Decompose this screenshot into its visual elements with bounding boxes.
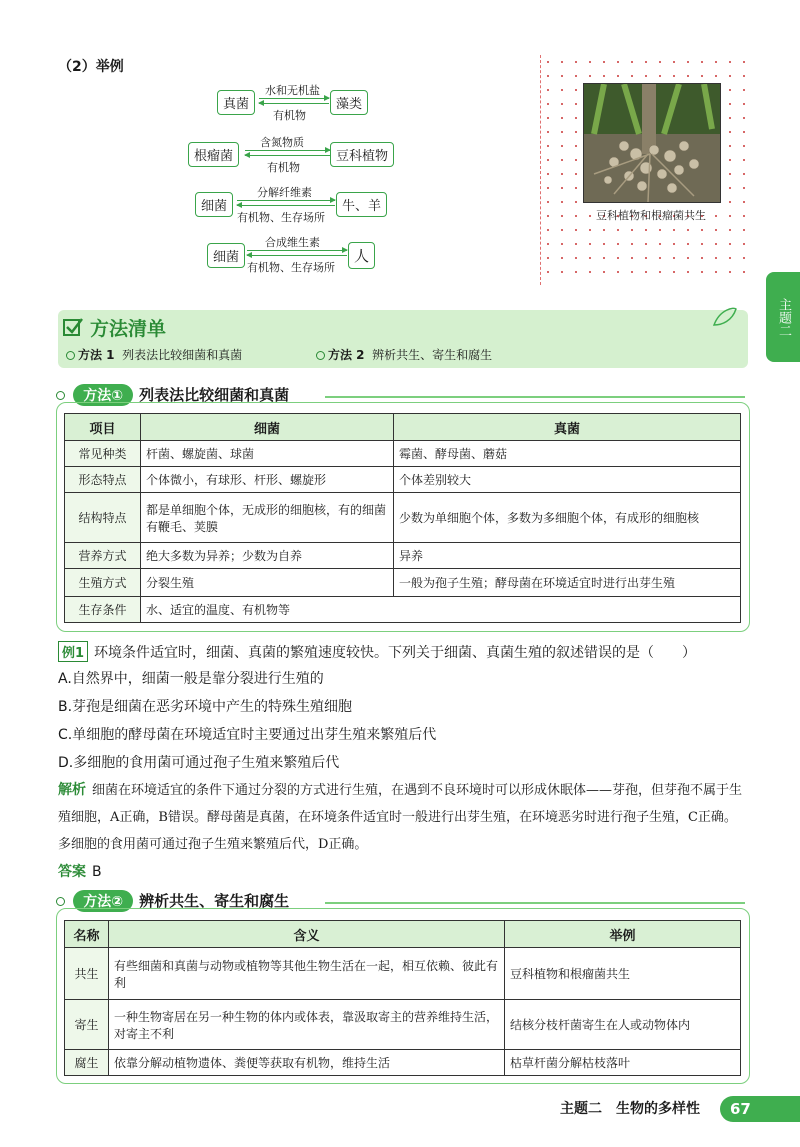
table-cell: 一种生物寄居在另一种生物的体内或体表，靠汲取寄主的营养维持生活，对寄主不利 xyxy=(109,1000,505,1050)
arrow-left xyxy=(237,205,335,206)
table-cell: 豆科植物和根瘤菌共生 xyxy=(505,948,741,1000)
photo-caption: 豆科植物和根瘤菌共生 xyxy=(596,209,706,222)
table-row xyxy=(65,441,741,467)
table-cell: 个体微小，有球形、杆形、螺旋形 xyxy=(141,467,394,493)
answer-line xyxy=(58,861,102,881)
analysis-text: 细菌在环境适宜的条件下通过分裂的方式进行生殖，在遇到不良环境时可以形成休眠体——芽孢，但芽孢不属于生殖细胞，A正确，B错误。酵母菌是真菌，在环境条件适宜时一般进行出芽生殖，在环境恶劣时进行孢子生殖，C正确。多细胞的食用菌可通过孢子生殖来繁殖后代，D正确。 xyxy=(58,783,743,852)
diagram-label-bottom: 有机物 xyxy=(267,161,300,174)
option-c: C.单细胞的酵母菌在环境适宜时主要通过出芽生殖来繁殖后代 xyxy=(58,727,437,743)
diagram-label-bottom: 有机物、生存场所 xyxy=(247,261,335,274)
table-cell: 少数为单细胞个体，多数为多细胞个体，有成形的细胞核 xyxy=(394,493,741,543)
example-tag: 例1 xyxy=(58,641,88,662)
relationship-table xyxy=(64,920,741,1076)
analysis-block xyxy=(58,777,748,858)
example-stem xyxy=(58,641,748,662)
table-row xyxy=(65,948,741,1000)
table-cell: 霉菌、酵母菌、蘑菇 xyxy=(394,441,741,467)
table-row xyxy=(65,493,741,543)
symbiosis-diagram xyxy=(185,80,405,280)
table-row xyxy=(65,1000,741,1050)
diagram-label-bottom: 有机物 xyxy=(273,109,306,122)
method-tag: 方法① xyxy=(73,384,133,406)
table-cell: 一般为孢子生殖；酵母菌在环境适宜时进行出芽生殖 xyxy=(394,569,741,597)
bullet-icon xyxy=(316,351,325,360)
root-nodule-photo xyxy=(583,83,721,203)
example-stem-text: 环境条件适宜时，细菌、真菌的繁殖速度较快。下列关于细菌、真菌生殖的叙述错误的是（ ） xyxy=(94,645,697,661)
bullet-icon xyxy=(56,897,65,906)
row-header: 常见种类 xyxy=(65,441,141,467)
table-cell: 结核分枝杆菌寄生在人或动物体内 xyxy=(505,1000,741,1050)
diagram-box-right: 藻类 xyxy=(330,90,368,115)
table-cell: 个体差别较大 xyxy=(394,467,741,493)
row-header: 腐生 xyxy=(65,1050,109,1076)
table-cell: 异养 xyxy=(394,543,741,569)
table-header-row xyxy=(65,921,741,948)
table-cell: 绝大多数为异养；少数为自养 xyxy=(141,543,394,569)
banner-item-tag: 方法 2 xyxy=(328,348,365,362)
table-header: 名称 xyxy=(65,921,109,948)
method-title: 辨析共生、寄生和腐生 xyxy=(139,892,290,910)
bullet-icon xyxy=(56,391,65,400)
arrow-left xyxy=(245,155,330,156)
table-header: 举例 xyxy=(505,921,741,948)
table-header: 真菌 xyxy=(394,414,741,441)
table-cell: 依靠分解动植物遗体、粪便等获取有机物，维持生活 xyxy=(109,1050,505,1076)
table-header: 项目 xyxy=(65,414,141,441)
banner-item-1 xyxy=(66,346,242,363)
table-cell: 都是单细胞个体，无成形的细胞核，有的细菌有鞭毛、荚膜 xyxy=(141,493,394,543)
table-header-row xyxy=(65,414,741,441)
row-header: 共生 xyxy=(65,948,109,1000)
diagram-label-top: 分解纤维素 xyxy=(257,186,312,199)
table-row xyxy=(65,597,741,623)
table-row xyxy=(65,569,741,597)
option-d: D.多细胞的食用菌可通过孢子生殖来繁殖后代 xyxy=(58,755,340,771)
diagram-label-top: 合成维生素 xyxy=(265,236,320,249)
option-b: B.芽孢是细菌在恶劣环境中产生的特殊生殖细胞 xyxy=(58,699,353,715)
method-title: 列表法比较细菌和真菌 xyxy=(139,386,290,404)
diagram-label-bottom: 有机物、生存场所 xyxy=(237,211,325,224)
analysis-label: 解析 xyxy=(58,782,86,798)
option-a: A.自然界中，细菌一般是靠分裂进行生殖的 xyxy=(58,671,324,687)
table-cell: 杆菌、螺旋菌、球菌 xyxy=(141,441,394,467)
page-number: 67 xyxy=(720,1096,800,1122)
arrow-left xyxy=(247,255,347,256)
row-header: 生殖方式 xyxy=(65,569,141,597)
diagram-box-left: 真菌 xyxy=(217,90,255,115)
table-header: 细菌 xyxy=(141,414,394,441)
banner-item-text: 列表法比较细菌和真菌 xyxy=(122,348,243,362)
diagram-label-top: 水和无机盐 xyxy=(265,84,320,97)
table-row xyxy=(65,543,741,569)
row-header: 寄生 xyxy=(65,1000,109,1050)
row-header: 营养方式 xyxy=(65,543,141,569)
banner-title: 方法清单 xyxy=(90,318,167,340)
chapter-side-tab: 主题二 xyxy=(766,272,800,362)
answer-label: 答案 xyxy=(58,864,86,880)
table-row xyxy=(65,1050,741,1076)
table-cell: 水、适宜的温度、有机物等 xyxy=(141,597,741,623)
header-rule xyxy=(325,902,745,904)
diagram-box-right: 豆科植物 xyxy=(330,142,394,167)
bullet-icon xyxy=(66,351,75,360)
table-header: 含义 xyxy=(109,921,505,948)
table-cell: 分裂生殖 xyxy=(141,569,394,597)
footer-title: 主题二 生物的多样性 xyxy=(560,1101,700,1117)
diagram-label-top: 含氮物质 xyxy=(260,136,304,149)
arrow-right xyxy=(259,98,329,99)
table-row xyxy=(65,467,741,493)
table-cell: 有些细菌和真菌与动物或植物等其他生物生活在一起，相互依赖、彼此有利 xyxy=(109,948,505,1000)
arrow-left xyxy=(259,103,329,104)
table-cell: 枯草杆菌分解枯枝落叶 xyxy=(505,1050,741,1076)
arrow-right xyxy=(237,200,335,201)
arrow-right xyxy=(245,150,330,151)
banner-item-tag: 方法 1 xyxy=(78,348,115,362)
diagram-box-right: 牛、羊 xyxy=(336,192,387,217)
bacteria-fungi-table xyxy=(64,413,741,623)
row-header: 生存条件 xyxy=(65,597,141,623)
row-header: 结构特点 xyxy=(65,493,141,543)
checkbox-icon xyxy=(62,316,84,342)
diagram-box-right: 人 xyxy=(348,242,375,269)
method-tag: 方法② xyxy=(73,890,133,912)
diagram-box-left: 根瘤菌 xyxy=(188,142,239,167)
banner-item-2 xyxy=(316,346,492,363)
leaf-icon xyxy=(710,305,740,333)
header-rule xyxy=(325,396,745,398)
row-header: 形态特点 xyxy=(65,467,141,493)
photo-panel xyxy=(540,55,756,285)
arrow-right xyxy=(247,250,347,251)
diagram-box-left: 细菌 xyxy=(195,192,233,217)
answer-value: B xyxy=(92,864,102,880)
diagram-box-left: 细菌 xyxy=(207,243,245,268)
section-label: （2）举例 xyxy=(58,59,124,75)
banner-item-text: 辨析共生、寄生和腐生 xyxy=(372,348,493,362)
